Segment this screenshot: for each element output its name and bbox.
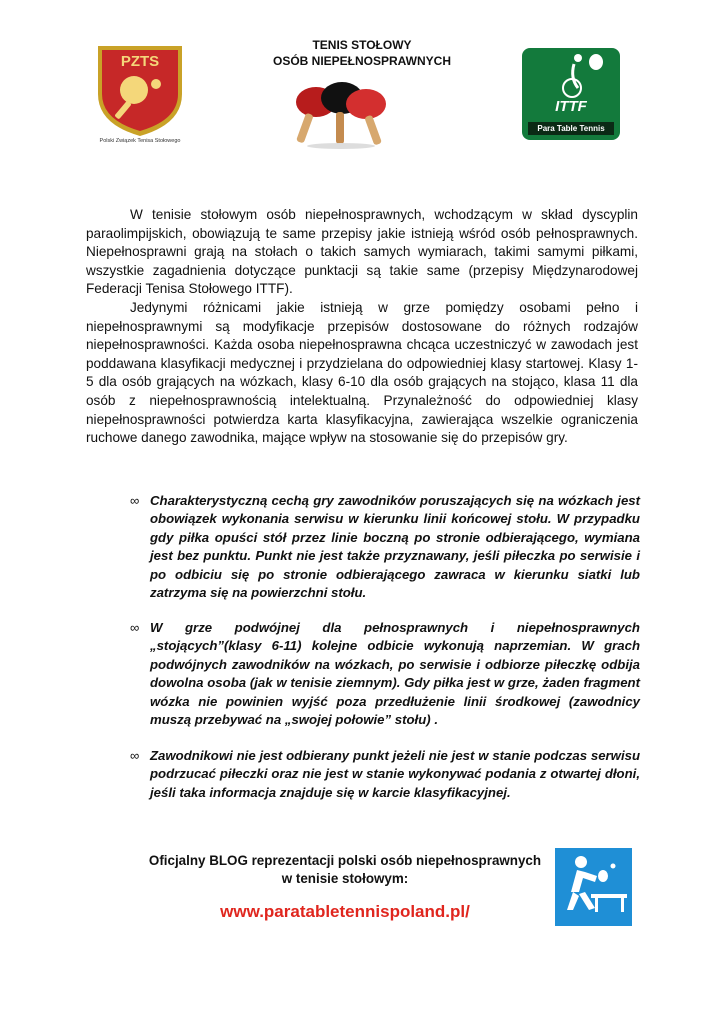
title-line-1: TENIS STOŁOWY	[312, 38, 412, 52]
pzts-shield-icon	[90, 42, 190, 138]
bullet-symbol: ∞	[130, 620, 140, 635]
paragraph-1: W tenisie stołowym osób niepełnosprawnych, wchodzącym w skład dyscyplin paraolimpijskich, obowiązują te same przepisy jakie istnieją wśród osób pełnosprawnych. Niepełnosprawni grają na stołach o takich samych wymiarach, takimi samymi piłkami, wszystkie zagadnienia dotyczące punktacji są takie same (przepisy Międzynarodowej Federacji Tenisa Stołowego ITTF).	[86, 207, 638, 297]
pzts-logo	[90, 42, 190, 154]
footer-line-2: w tenisie stołowym:	[281, 871, 409, 886]
paragraph-2: Jedynymi różnicami jakie istnieją w grze pomiędzy osobami pełno i niepełnosprawnymi są modyfikacje przepisów dostosowane do różnych rodzajów niepełnosprawności. Każda osoba niepełnosprawna chcąca uczestniczyć w zawodach jest poddawana klasyfikacji medycznej i przydzielana do odpowiedniej klasy startowej. Klasy 1-5 dla osób grających na wózkach, klasy 6-10 dla osób grających na stojąco, klasa 11 dla osób z niepełnosprawnością intelektualną. Przynależność do odpowiedniej klasy niepełnosprawności potwierdza karta klasyfikacyjna, zawierająca wszelkie ograniczenia ruchowe danego zawodnika, mające wpływ na stosowanie się do przepisów gry.	[86, 300, 638, 446]
footer-line-1: Oficjalny BLOG reprezentacji polski osób niepełnosprawnych	[148, 853, 542, 868]
rackets-image	[286, 80, 396, 150]
table-tennis-player-icon	[555, 848, 632, 926]
pzts-caption: Polski Związek Tenisa Stołowego	[99, 138, 181, 144]
bullet-symbol: ∞	[130, 748, 140, 763]
title-line-2: OSÓB NIEPEŁNOSPRAWNYCH	[272, 54, 452, 68]
bullet-item-1: Charakterystyczną cechą gry zawodników poruszających się na wózkach jest obowiązek wykonania serwisu w kierunku linii końcowej stołu. W przypadku gdy piłka opuści stół przez linie boczną po stronie odbierającego, wymiana jest bez punktu. Punkt nie jest także przyznawany, jeśli piłeczka po serwisie i po odbiciu się po stronie odbierającego zawraca w kierunku siatki lub zatrzyma się na powierzchni stołu.	[150, 493, 640, 601]
footer-blog-text	[120, 852, 570, 888]
ittf-caption: Para Table Tennis	[528, 122, 614, 135]
ittf-para-logo	[522, 48, 620, 140]
para-player-icon	[522, 48, 620, 98]
bullet-item-3: Zawodnikowi nie jest odbierany punkt jeżeli nie jest w stanie podczas serwisu podrzucać piłeczki oraz nie jest w stanie wykonywać podania z otwartej dłoni, jeśli taka informacja znajduje się w karcie klasyfikacyjnej.	[150, 748, 640, 800]
ittf-text: ITTF	[555, 98, 587, 115]
document-title	[200, 37, 524, 69]
bullet-item-2: W grze podwójnej dla pełnosprawnych i niepełnosprawnych „stojących”(klasy 6-11) kolejne odbicie wykonują naprzemian. W grach podwójnych zawodników na wózkach, po serwisie i odbiorze piłeczkę odbija dowolna osoba (jak w tenisie ziemnym). Gdy piłka jest w grze, żaden fragment wózka nie powinien wyjść poza przedłużenie linii środkowej (zawodnicy muszą przebywać na „swojej połowie” stołu) .	[150, 620, 640, 728]
bullet-symbol: ∞	[130, 493, 140, 508]
svg-text:PZTS: PZTS	[120, 53, 160, 70]
blog-url-link[interactable]: www.paratabletennispoland.pl/	[220, 902, 470, 921]
